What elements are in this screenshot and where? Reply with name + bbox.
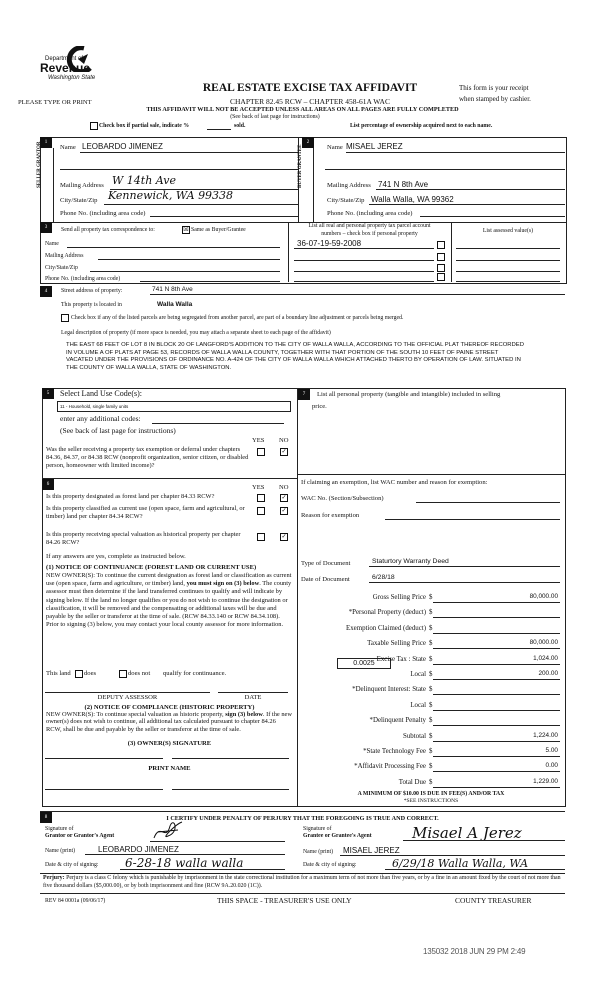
forest-question: Is this property designated as forest land per chapter 84.33 RCW? xyxy=(46,493,215,500)
grantor-date-label: Date & city of signing: xyxy=(45,862,99,868)
personal-property-checkbox[interactable] xyxy=(437,241,445,249)
currency-sign: $ xyxy=(429,671,433,678)
exemption-no-checkbox[interactable]: ✓ xyxy=(281,449,287,455)
field-underline xyxy=(433,787,560,788)
grantee-name-field[interactable]: MISAEL JEREZ xyxy=(343,846,400,855)
qualify-label: qualify for continuance. xyxy=(163,670,227,677)
currency-sign: $ xyxy=(429,763,433,771)
minimum-due: A MINIMUM OF $10.00 IS DUE IN FEE(S) AND/OR TAX xyxy=(357,791,505,797)
divider xyxy=(53,148,54,222)
field-underline xyxy=(120,869,285,870)
money-label: Local xyxy=(410,701,426,709)
corr-mail-label: Mailing Address xyxy=(45,253,84,259)
money-label: Excise Tax : State xyxy=(376,655,426,663)
money-value-field[interactable]: 0.00 xyxy=(545,762,558,770)
notice2-text-a: NEW OWNER(S): To continue special valuation as historic property, xyxy=(46,711,224,718)
notice1-text-b: . The county assessor must then determine if the land transferred continues to qualify and will indicate by signing below. If the land no longer qualifies or you do not wish to continue the designation or classification, it will be removed and the compensating or additional taxes will be due and payable by the seller or transferor at the time of sale. (RCW 84.33.140 or RCW 84.34.108). Prior to signing (3) below, you may contact your local county assessor for more information. xyxy=(46,580,292,629)
reason-field[interactable] xyxy=(385,519,560,520)
partial-pct-field[interactable] xyxy=(207,129,231,130)
field-underline xyxy=(433,617,560,618)
money-value-field[interactable]: 80,000.00 xyxy=(529,593,558,600)
buyer-city-field[interactable]: Walla Walla, WA 99362 xyxy=(371,195,454,204)
historic-no-checkbox[interactable]: ✓ xyxy=(281,534,287,540)
money-value-field[interactable]: 5.00 xyxy=(545,747,558,754)
date-label: DATE xyxy=(244,694,262,701)
grantee-signature[interactable]: Misael A Jerez xyxy=(412,824,522,842)
field-underline xyxy=(150,294,565,295)
rev-number: REV 84 0001a (09/06/17) xyxy=(45,898,106,904)
yes-header: YES xyxy=(252,484,265,491)
field-underline xyxy=(85,854,285,855)
certify-text: I CERTIFY UNDER PENALTY OF PERJURY THAT THE FOREGOING IS TRUE AND CORRECT. xyxy=(166,815,439,822)
notice1-title: (1) NOTICE OF CONTINUANCE (FOREST LAND OR CURRENT USE) xyxy=(46,564,257,571)
legal-label: Legal description of property (if more space is needed, you may attach a separate sheet to each page of the affidavit) xyxy=(61,330,331,336)
additional-codes-label: enter any additional codes: xyxy=(60,414,141,423)
land-use-title: Select Land Use Code(s): xyxy=(60,389,142,398)
currency-sign: $ xyxy=(429,624,433,632)
field-underline xyxy=(369,566,560,567)
money-label: Exemption Claimed (deduct) xyxy=(346,624,426,632)
money-label: *Delinquent Penalty xyxy=(369,717,426,725)
buyer-city-label: City/State/Zip xyxy=(327,197,365,204)
section-number: 4 xyxy=(40,286,52,297)
parcel-number-field[interactable] xyxy=(294,260,434,261)
deputy-date-field[interactable] xyxy=(218,692,288,693)
notice1-text-bold: you must sign on (3) below xyxy=(186,580,260,588)
treasurer-use: THIS SPACE - TREASURER'S USE ONLY xyxy=(217,896,352,905)
grantee-date-label: Date & city of signing: xyxy=(303,862,357,868)
grantee-sig-of: Signature of xyxy=(303,826,332,832)
print-name-field[interactable] xyxy=(172,789,289,790)
land-use-code-field[interactable]: 11 - Household, single family units xyxy=(57,401,291,412)
corr-mail-field[interactable] xyxy=(98,259,280,260)
divider xyxy=(313,148,314,222)
assessed-value-field[interactable] xyxy=(456,248,560,249)
located-label: This property is located in xyxy=(61,302,122,308)
currency-sign: $ xyxy=(429,778,433,786)
if-yes-text: If any answers are yes, complete as instructed below. xyxy=(46,553,186,560)
corr-city-field[interactable] xyxy=(90,271,280,272)
corr-name-label: Name xyxy=(45,241,59,247)
field-underline xyxy=(433,664,560,665)
seller-city-label: City/State/Zip xyxy=(60,197,98,204)
section-number: 2 xyxy=(302,137,314,148)
money-value-field[interactable]: 200.00 xyxy=(538,670,558,677)
perjury-bold: Perjury: xyxy=(43,875,65,881)
please-type: PLEASE TYPE OR PRINT xyxy=(18,99,92,106)
historic-yes-checkbox[interactable] xyxy=(257,533,265,541)
money-value-field[interactable]: 1,229.00 xyxy=(533,777,558,785)
field-underline xyxy=(433,771,560,772)
grantor-sig-of: Signature of xyxy=(45,826,74,832)
assessed-value-field[interactable] xyxy=(456,271,560,272)
owner-signature-title: (3) OWNER(S) SIGNATURE xyxy=(127,740,212,747)
seller-city-field[interactable]: Kennewick, WA 99338 xyxy=(108,189,234,202)
field-underline xyxy=(433,602,560,603)
field-underline xyxy=(433,694,560,695)
grantor-agent-label: Grantor or Grantor's Agent xyxy=(45,833,115,839)
additional-codes-field[interactable] xyxy=(152,423,284,424)
segregated-checkbox[interactable] xyxy=(61,314,69,322)
current-use-question: Is this property classified as current use (open space, farm and agricultural, or timber) land per chapter 84.34 RCW? xyxy=(46,505,245,521)
historic-question: Is this property receiving special valuation as historical property per chapter 84.26 RCW? xyxy=(46,531,241,547)
deputy-label: DEPUTY ASSESSOR xyxy=(97,694,158,701)
grantee-date-city-field[interactable]: 6/29/18 Walla Walla, WA xyxy=(392,857,529,870)
logo-line3: Washington State xyxy=(48,75,96,81)
this-land-label: This land xyxy=(46,670,71,677)
doc-type-field[interactable]: Staturtory Warranty Deed xyxy=(372,558,449,565)
seller-name-field[interactable]: LEOBARDO JIMENEZ xyxy=(82,142,163,151)
owner-signature-field[interactable] xyxy=(172,758,289,759)
buyer-mail-label: Mailing Address xyxy=(327,182,371,189)
money-label: *Affidavit Processing Fee xyxy=(354,763,426,771)
seller-phone-label: Phone No. (including area code) xyxy=(60,210,146,217)
personal-property-checkbox[interactable] xyxy=(437,264,445,272)
seller-mail-field[interactable]: W 14th Ave xyxy=(112,174,177,187)
located-value: Walla Walla xyxy=(157,301,193,308)
grantee-agent-label: Grantee or Grantee's Agent xyxy=(303,833,372,839)
print-name-title: PRINT NAME xyxy=(148,765,191,772)
same-as-buyer-checkbox[interactable]: ☒ xyxy=(183,227,189,233)
field-underline xyxy=(80,152,298,153)
field-underline xyxy=(369,582,560,583)
see-back-text: (See back of last page for instructions) xyxy=(230,114,320,120)
divider xyxy=(297,388,298,806)
perjury-body: Perjury is a class C felony which is punishable by imprisonment in the state correctional institution for a maximum term of not more than five years, or by a fine in an amount fixed by the court of not more than five thousand dollars ($5,000.00), or by both imprisonment and fine (RCW 9A.20.020 (1C)). xyxy=(43,875,561,889)
field-underline xyxy=(433,679,560,680)
notice2-title: (2) NOTICE OF COMPLIANCE (HISTORIC PROPERTY) xyxy=(84,704,255,711)
doc-date-field[interactable]: 6/28/18 xyxy=(372,574,395,581)
divider xyxy=(40,873,565,874)
receipt-line2: when stamped by cashier. xyxy=(459,95,531,103)
currency-sign: $ xyxy=(429,640,433,648)
field-underline xyxy=(60,169,298,170)
buyer-phone-label: Phone No. (including area code) xyxy=(327,210,413,217)
same-as-buyer-label: Same as Buyer/Grantee xyxy=(191,227,246,233)
wac-label: WAC No. (Section/Subsection) xyxy=(301,495,384,502)
forest-no-checkbox[interactable]: ✓ xyxy=(281,495,287,501)
see-back-label: (See back of last page for instructions) xyxy=(60,426,176,435)
buyer-side-label: BUYER GRANTEE xyxy=(298,144,303,188)
warning-text: THIS AFFIDAVIT WILL NOT BE ACCEPTED UNLESS ALL AREAS ON ALL PAGES ARE FULLY COMPLETED xyxy=(146,106,459,113)
field-underline xyxy=(104,204,298,205)
field-underline xyxy=(369,204,565,205)
section-number: 8 xyxy=(40,812,52,823)
parcel-number-field[interactable]: 36-07-19-59-2008 xyxy=(297,239,362,248)
send-label: Send all property tax correspondence to: xyxy=(61,227,155,233)
currency-sign: $ xyxy=(429,717,433,725)
currency-sign: $ xyxy=(429,609,433,617)
owner-signature-field[interactable] xyxy=(45,758,163,759)
field-underline xyxy=(433,710,560,711)
parcel-number-field[interactable] xyxy=(294,281,434,282)
sold-label: sold. xyxy=(234,123,246,129)
divider xyxy=(40,811,565,812)
current-use-no-checkbox[interactable]: ✓ xyxy=(281,508,287,514)
seller-name-label: Name xyxy=(60,144,76,151)
personal-property-checkbox[interactable] xyxy=(437,273,445,281)
section-number: 1 xyxy=(40,137,52,148)
money-value-field[interactable]: 80,000.00 xyxy=(529,639,558,647)
section-number: 5 xyxy=(42,388,54,399)
field-underline xyxy=(150,841,285,842)
form-chapter: CHAPTER 82.45 RCW – CHAPTER 458-61A WAC xyxy=(230,97,390,106)
partial-sale-checkbox[interactable] xyxy=(90,122,98,130)
no-header: NO xyxy=(279,437,289,444)
reason-label: Reason for exemption xyxy=(301,512,360,519)
seller-mail-label: Mailing Address xyxy=(60,182,104,189)
buyer-name-label: Name xyxy=(327,144,343,151)
parcel-header-2: numbers – check box if personal property xyxy=(321,231,418,237)
street-field[interactable]: 741 N 8th Ave xyxy=(152,286,193,293)
form-title: REAL ESTATE EXCISE TAX AFFIDAVIT xyxy=(202,82,418,94)
field-underline xyxy=(340,855,565,856)
divider xyxy=(42,478,297,479)
logo-line1: Department of xyxy=(45,56,84,62)
no-header: NO xyxy=(279,484,289,491)
segregated-label: Check box if any of the listed parcels are being segregated from another parcel, are part of a boundary line adjustment or parcels being merged. xyxy=(71,315,404,321)
does-not-checkbox[interactable] xyxy=(119,670,127,678)
buyer-phone-field[interactable] xyxy=(420,216,565,217)
money-label: Gross Selling Price xyxy=(372,594,426,601)
currency-sign: $ xyxy=(429,732,433,740)
seller-side-label: SELLER GRANTOR xyxy=(37,141,42,188)
wac-field[interactable] xyxy=(416,502,560,503)
perjury-text xyxy=(43,875,565,890)
does-not-label: does not xyxy=(128,670,151,677)
money-label: *Delinquent Interest: State xyxy=(352,686,426,694)
field-underline xyxy=(376,189,565,190)
section7-text-1: List all personal property (tangible and intangible) included in selling xyxy=(317,391,501,398)
doc-type-label: Type of Document xyxy=(301,560,351,567)
notice2-text-b: . If the new owner(s) does not wish to continue, all additional tax calculated pursuant to chapter 84.26 RCW, shall be due and payable by the seller or transferor at the time of sale. xyxy=(46,711,292,733)
currency-sign: $ xyxy=(429,701,433,709)
notice2-text xyxy=(46,711,292,733)
corr-phone-label: Phone No. (including area code) xyxy=(45,276,121,282)
field-underline xyxy=(433,725,560,726)
currency-sign: $ xyxy=(429,686,433,694)
personal-property-checkbox[interactable] xyxy=(437,253,445,261)
field-underline xyxy=(346,152,565,153)
local-rate-field[interactable]: 0.0025 xyxy=(337,658,391,669)
currency-sign: $ xyxy=(429,655,433,663)
corr-city-label: City/State/Zip xyxy=(45,265,78,271)
grantee-name-label: Name (print) xyxy=(303,849,334,855)
corr-phone-field[interactable] xyxy=(140,281,280,282)
corr-name-field[interactable] xyxy=(67,247,280,248)
money-value-field[interactable]: 1,024.00 xyxy=(533,654,558,662)
receipt-stamp: 135032 2018 JUN 29 PM 2:49 xyxy=(423,947,526,956)
list-pct-label: List percentage of ownership acquired next to each name. xyxy=(350,123,493,129)
seller-phone-field[interactable] xyxy=(150,216,298,217)
exemption-yes-checkbox[interactable] xyxy=(257,448,265,456)
partial-sale-label: Check box if partial sale, indicate % xyxy=(99,123,190,129)
currency-sign: $ xyxy=(429,748,433,755)
section-number: 7 xyxy=(298,389,310,400)
section-number: 6 xyxy=(42,479,54,490)
yes-header: YES xyxy=(252,437,265,444)
money-label: Taxable Selling Price xyxy=(367,640,426,648)
section7-text-2: price. xyxy=(312,403,327,410)
field-underline xyxy=(433,648,560,649)
field-underline xyxy=(294,248,434,249)
field-underline xyxy=(403,840,565,841)
field-underline xyxy=(433,756,560,757)
doc-date-label: Date of Document xyxy=(301,576,350,583)
county-treasurer: COUNTY TREASURER xyxy=(455,896,532,905)
exemption-question: Was the seller receiving a property tax exemption or deferral under chapters 84.36, 84.37, or 84.38 RCW (nonprofit organization, senior citizen, or disabled person, homeowner with limited income)? xyxy=(46,446,249,470)
current-use-yes-checkbox[interactable] xyxy=(257,507,265,515)
money-label: Total Due xyxy=(398,778,426,786)
notice1-text-a: NEW OWNER(S): To continue the current designation as forest land or classification as current use (open space, farm and agriculture, or timber) land, xyxy=(46,572,292,588)
deputy-assessor-signature[interactable] xyxy=(45,692,210,693)
money-label: *Personal Property (deduct) xyxy=(348,609,426,617)
divider xyxy=(40,893,565,894)
notice1-text xyxy=(46,572,292,629)
logo-line2: Revenue xyxy=(40,61,91,75)
forest-yes-checkbox[interactable] xyxy=(257,494,265,502)
grantor-date-city-field[interactable]: 6-28-18 walla walla xyxy=(125,856,244,870)
money-label: Subtotal xyxy=(403,732,426,740)
legal-description[interactable]: THE EAST 68 FEET OF LOT 8 IN BLOCK 20 OF LANGFORD'S ADDITION TO THE CITY OF WALLA WALLA, ACCORDING TO THE OFFICIAL PLAT THEREOF RECORDED IN VOLUME A OF PLATS AT PAGE 53, RECORDS OF WALLA WALLA COUNTY, TOGETHER WITH THAT PORTION OF THE SOUTH 10 FEET OF PAINE STREET VACATED UNDER THE PROVISIONS OF ORDINANCE NO. A-424 OF THE CITY OF WALLA WALLA WHICH ATTACHED THERTO BY OPERATION OF LAW. SITUATED IN THE COUNTY OF WALLA WALLA, STATE OF WASHINGTON. xyxy=(66,342,524,371)
field-underline xyxy=(385,869,565,870)
assessed-value-field[interactable] xyxy=(456,260,560,261)
does-checkbox[interactable] xyxy=(75,670,83,678)
field-underline xyxy=(433,741,560,742)
money-label: Local xyxy=(410,671,426,678)
print-name-field[interactable] xyxy=(45,789,163,790)
parcel-header-1: List all real and personal property tax parcel account xyxy=(308,223,431,229)
see-instructions: *SEE INSTRUCTIONS xyxy=(403,798,459,804)
exemption-intro: If claiming an exemption, list WAC number and reason for exemption: xyxy=(301,479,488,486)
assessed-value-field[interactable] xyxy=(456,281,560,282)
buyer-name-field[interactable]: MISAEL JEREZ xyxy=(346,142,403,151)
grantor-name-label: Name (print) xyxy=(45,848,76,854)
parcel-number-field[interactable] xyxy=(294,271,434,272)
grantor-name-field[interactable]: LEOBARDO JIMENEZ xyxy=(98,845,179,854)
does-label: does xyxy=(84,670,97,677)
currency-sign: $ xyxy=(429,594,433,601)
field-underline xyxy=(433,633,560,634)
money-value-field[interactable]: 1,224.00 xyxy=(533,731,558,739)
divider xyxy=(297,474,565,475)
field-underline xyxy=(325,169,565,170)
section-number: 3 xyxy=(40,222,52,233)
money-label: *State Technology Fee xyxy=(363,748,426,755)
receipt-line1: This form is your receipt xyxy=(459,84,529,92)
assessed-header: List assessed value(s) xyxy=(482,228,534,234)
buyer-mail-field[interactable]: 741 N 8th Ave xyxy=(378,180,429,189)
street-label: Street address of property: xyxy=(61,288,123,294)
notice2-text-bold: sign (3) below xyxy=(225,711,263,718)
